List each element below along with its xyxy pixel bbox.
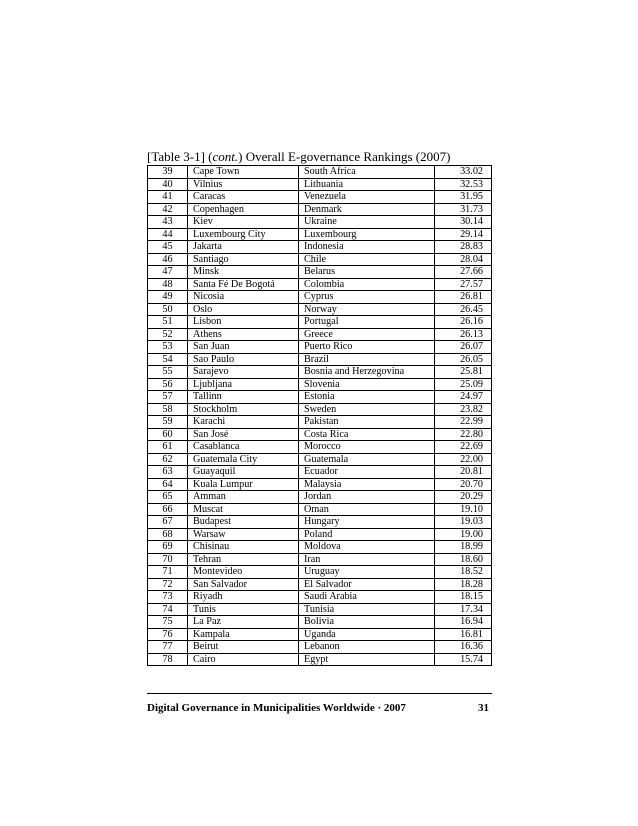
country-cell: Tunisia (299, 603, 435, 616)
country-cell: Malaysia (299, 478, 435, 491)
country-cell: Sweden (299, 403, 435, 416)
table-row (148, 578, 492, 591)
city-cell: Luxembourg City (188, 228, 299, 241)
rank-cell: 40 (148, 178, 188, 191)
rank-cell: 55 (148, 366, 188, 379)
rank-cell: 47 (148, 266, 188, 279)
city-cell: San Juan (188, 341, 299, 354)
rank-cell: 41 (148, 191, 188, 204)
score-cell: 26.05 (435, 353, 492, 366)
city-cell: Muscat (188, 503, 299, 516)
city-cell: Kuala Lumpur (188, 478, 299, 491)
table-row (148, 653, 492, 666)
rank-cell: 76 (148, 628, 188, 641)
score-cell: 19.03 (435, 516, 492, 529)
table-row (148, 266, 492, 279)
country-cell: Iran (299, 553, 435, 566)
city-cell: Santa Fé De Bogotá (188, 278, 299, 291)
rank-cell: 56 (148, 378, 188, 391)
country-cell: El Salvador (299, 578, 435, 591)
table-row (148, 353, 492, 366)
score-cell: 18.52 (435, 566, 492, 579)
table-row (148, 641, 492, 654)
country-cell: Belarus (299, 266, 435, 279)
rank-cell: 51 (148, 316, 188, 329)
rank-cell: 65 (148, 491, 188, 504)
country-cell: Guatemala (299, 453, 435, 466)
rank-cell: 74 (148, 603, 188, 616)
country-cell: Greece (299, 328, 435, 341)
city-cell: Tehran (188, 553, 299, 566)
country-cell: Jordan (299, 491, 435, 504)
city-cell: Chisinau (188, 541, 299, 554)
table-row (148, 341, 492, 354)
score-cell: 30.14 (435, 216, 492, 229)
table-row (148, 316, 492, 329)
table-row (148, 378, 492, 391)
country-cell: Indonesia (299, 241, 435, 254)
country-cell: Estonia (299, 391, 435, 404)
table-row (148, 291, 492, 304)
rank-cell: 43 (148, 216, 188, 229)
score-cell: 18.15 (435, 591, 492, 604)
city-cell: Ljubljana (188, 378, 299, 391)
table-row (148, 216, 492, 229)
score-cell: 22.69 (435, 441, 492, 454)
city-cell: Tunis (188, 603, 299, 616)
country-cell: Hungary (299, 516, 435, 529)
rank-cell: 64 (148, 478, 188, 491)
score-cell: 26.16 (435, 316, 492, 329)
table-row (148, 191, 492, 204)
rankings-table (147, 165, 492, 666)
country-cell: Poland (299, 528, 435, 541)
rank-cell: 63 (148, 466, 188, 479)
score-cell: 17.34 (435, 603, 492, 616)
country-cell: Venezuela (299, 191, 435, 204)
city-cell: San José (188, 428, 299, 441)
score-cell: 19.00 (435, 528, 492, 541)
rank-cell: 73 (148, 591, 188, 604)
rank-cell: 68 (148, 528, 188, 541)
rankings-table-body (148, 166, 492, 666)
country-cell: South Africa (299, 166, 435, 179)
rank-cell: 53 (148, 341, 188, 354)
table-row (148, 553, 492, 566)
rank-cell: 61 (148, 441, 188, 454)
table-row (148, 516, 492, 529)
city-cell: Minsk (188, 266, 299, 279)
table-row (148, 466, 492, 479)
city-cell: Athens (188, 328, 299, 341)
city-cell: Cairo (188, 653, 299, 666)
score-cell: 22.99 (435, 416, 492, 429)
country-cell: Cyprus (299, 291, 435, 304)
country-cell: Bolivia (299, 616, 435, 629)
rank-cell: 52 (148, 328, 188, 341)
country-cell: Brazil (299, 353, 435, 366)
city-cell: Sarajevo (188, 366, 299, 379)
rank-cell: 42 (148, 203, 188, 216)
score-cell: 28.83 (435, 241, 492, 254)
table-row (148, 603, 492, 616)
score-cell: 25.09 (435, 378, 492, 391)
score-cell: 18.28 (435, 578, 492, 591)
rank-cell: 58 (148, 403, 188, 416)
score-cell: 31.73 (435, 203, 492, 216)
rank-cell: 54 (148, 353, 188, 366)
table-row (148, 366, 492, 379)
score-cell: 23.82 (435, 403, 492, 416)
country-cell: Denmark (299, 203, 435, 216)
city-cell: Riyadh (188, 591, 299, 604)
country-cell: Egypt (299, 653, 435, 666)
rank-cell: 78 (148, 653, 188, 666)
rank-cell: 57 (148, 391, 188, 404)
footer-title: Digital Governance in Municipalities Worldwide · 2007 (147, 702, 406, 714)
city-cell: Jakarta (188, 241, 299, 254)
score-cell: 26.45 (435, 303, 492, 316)
country-cell: Norway (299, 303, 435, 316)
city-cell: Kampala (188, 628, 299, 641)
rank-cell: 50 (148, 303, 188, 316)
score-cell: 22.80 (435, 428, 492, 441)
score-cell: 27.66 (435, 266, 492, 279)
table-row (148, 203, 492, 216)
score-cell: 24.97 (435, 391, 492, 404)
city-cell: Guatemala City (188, 453, 299, 466)
table-row (148, 628, 492, 641)
page-number: 31 (478, 702, 489, 714)
rank-cell: 49 (148, 291, 188, 304)
city-cell: Santiago (188, 253, 299, 266)
rank-cell: 62 (148, 453, 188, 466)
city-cell: Copenhagen (188, 203, 299, 216)
rank-cell: 45 (148, 241, 188, 254)
country-cell: Costa Rica (299, 428, 435, 441)
country-cell: Pakistan (299, 416, 435, 429)
caption-cont: cont. (212, 149, 239, 164)
score-cell: 18.99 (435, 541, 492, 554)
city-cell: San Salvador (188, 578, 299, 591)
table-row (148, 391, 492, 404)
score-cell: 20.81 (435, 466, 492, 479)
score-cell: 22.00 (435, 453, 492, 466)
score-cell: 19.10 (435, 503, 492, 516)
table-row (148, 491, 492, 504)
rank-cell: 69 (148, 541, 188, 554)
city-cell: Vilnius (188, 178, 299, 191)
country-cell: Morocco (299, 441, 435, 454)
rank-cell: 71 (148, 566, 188, 579)
table-row (148, 416, 492, 429)
table-row (148, 528, 492, 541)
table-row (148, 566, 492, 579)
country-cell: Chile (299, 253, 435, 266)
country-cell: Luxembourg (299, 228, 435, 241)
score-cell: 26.13 (435, 328, 492, 341)
table-row (148, 278, 492, 291)
city-cell: Cape Town (188, 166, 299, 179)
score-cell: 25.81 (435, 366, 492, 379)
table-row (148, 591, 492, 604)
table-row (148, 441, 492, 454)
footer-rule (147, 693, 492, 694)
table-row (148, 541, 492, 554)
table-row (148, 303, 492, 316)
table-row (148, 503, 492, 516)
table-row (148, 241, 492, 254)
city-cell: Tallinn (188, 391, 299, 404)
city-cell: Oslo (188, 303, 299, 316)
rank-cell: 60 (148, 428, 188, 441)
score-cell: 31.95 (435, 191, 492, 204)
score-cell: 33.02 (435, 166, 492, 179)
score-cell: 29.14 (435, 228, 492, 241)
city-cell: La Paz (188, 616, 299, 629)
rank-cell: 46 (148, 253, 188, 266)
city-cell: Amman (188, 491, 299, 504)
city-cell: Lisbon (188, 316, 299, 329)
table-row (148, 428, 492, 441)
table-row (148, 403, 492, 416)
city-cell: Beirut (188, 641, 299, 654)
rank-cell: 59 (148, 416, 188, 429)
score-cell: 26.81 (435, 291, 492, 304)
score-cell: 16.36 (435, 641, 492, 654)
country-cell: Moldova (299, 541, 435, 554)
country-cell: Bosnia and Herzegovina (299, 366, 435, 379)
score-cell: 16.81 (435, 628, 492, 641)
country-cell: Saudi Arabia (299, 591, 435, 604)
score-cell: 18.60 (435, 553, 492, 566)
score-cell: 16.94 (435, 616, 492, 629)
country-cell: Oman (299, 503, 435, 516)
rank-cell: 39 (148, 166, 188, 179)
city-cell: Stockholm (188, 403, 299, 416)
city-cell: Budapest (188, 516, 299, 529)
rank-cell: 66 (148, 503, 188, 516)
country-cell: Lithuania (299, 178, 435, 191)
country-cell: Colombia (299, 278, 435, 291)
rank-cell: 67 (148, 516, 188, 529)
city-cell: Guayaquil (188, 466, 299, 479)
score-cell: 20.29 (435, 491, 492, 504)
caption-suffix: ) Overall E-governance Rankings (2007) (238, 149, 451, 164)
table-row (148, 166, 492, 179)
city-cell: Warsaw (188, 528, 299, 541)
score-cell: 27.57 (435, 278, 492, 291)
city-cell: Caracas (188, 191, 299, 204)
city-cell: Montevideo (188, 566, 299, 579)
score-cell: 20.70 (435, 478, 492, 491)
country-cell: Uruguay (299, 566, 435, 579)
table-row (148, 453, 492, 466)
city-cell: Kiev (188, 216, 299, 229)
score-cell: 28.04 (435, 253, 492, 266)
table-row (148, 253, 492, 266)
country-cell: Uganda (299, 628, 435, 641)
country-cell: Lebanon (299, 641, 435, 654)
rank-cell: 44 (148, 228, 188, 241)
city-cell: Sao Paulo (188, 353, 299, 366)
table-row (148, 478, 492, 491)
country-cell: Ukraine (299, 216, 435, 229)
table-row (148, 616, 492, 629)
table-row (148, 328, 492, 341)
country-cell: Ecuador (299, 466, 435, 479)
country-cell: Slovenia (299, 378, 435, 391)
score-cell: 15.74 (435, 653, 492, 666)
table-row (148, 228, 492, 241)
caption-prefix: [Table 3-1] ( (147, 149, 213, 164)
city-cell: Casablanca (188, 441, 299, 454)
rank-cell: 75 (148, 616, 188, 629)
rank-cell: 72 (148, 578, 188, 591)
score-cell: 26.07 (435, 341, 492, 354)
country-cell: Puerto Rico (299, 341, 435, 354)
rank-cell: 77 (148, 641, 188, 654)
rank-cell: 48 (148, 278, 188, 291)
table-row (148, 178, 492, 191)
table-caption (147, 149, 450, 165)
score-cell: 32.53 (435, 178, 492, 191)
country-cell: Portugal (299, 316, 435, 329)
city-cell: Nicosia (188, 291, 299, 304)
rank-cell: 70 (148, 553, 188, 566)
city-cell: Karachi (188, 416, 299, 429)
